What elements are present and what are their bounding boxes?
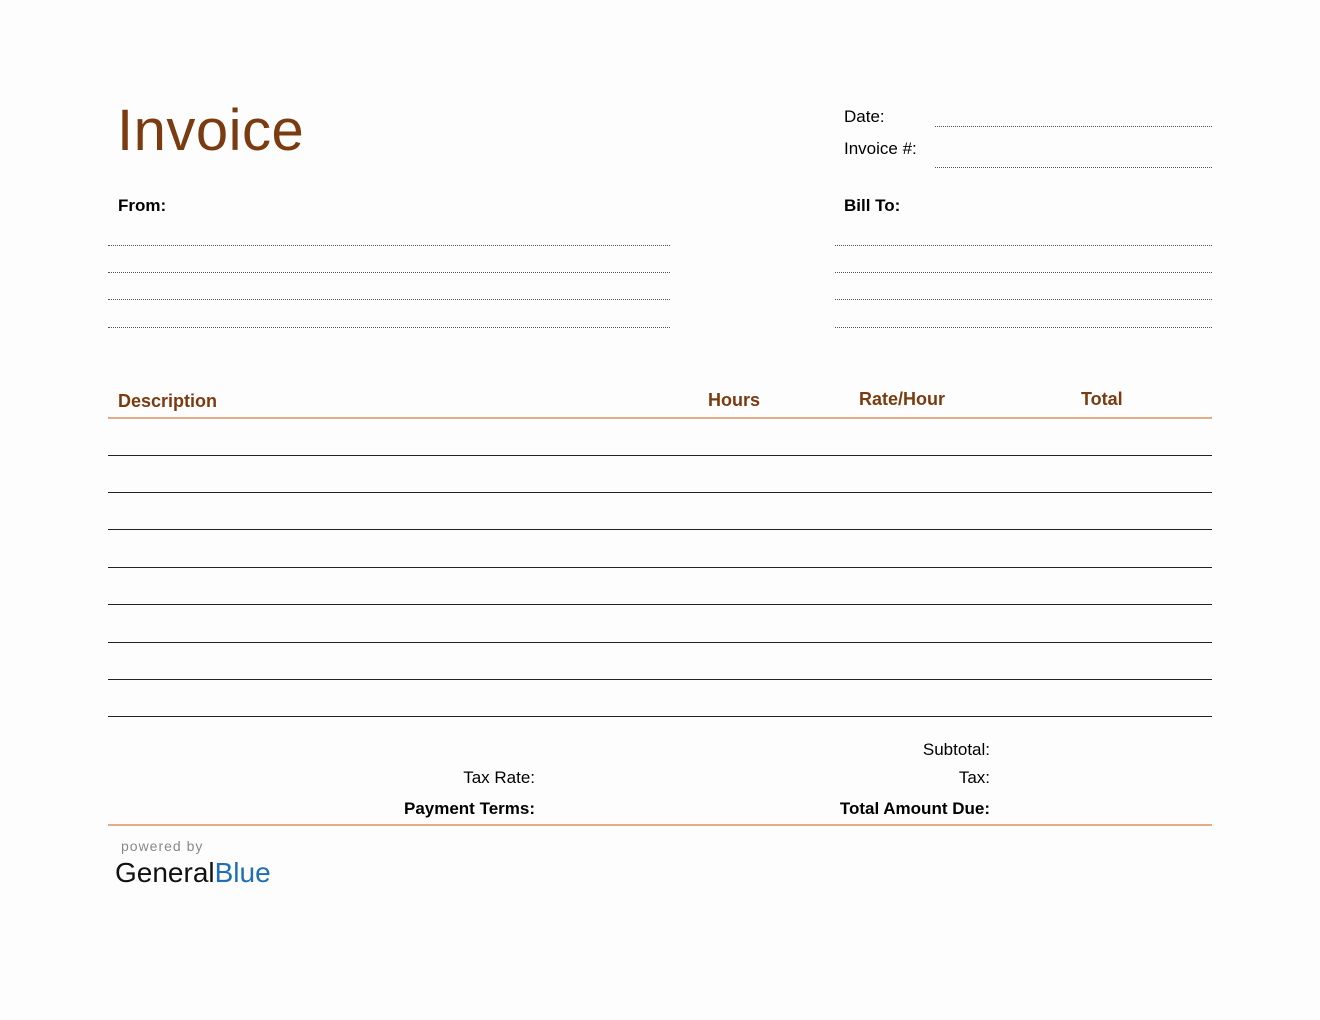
generalblue-logo bbox=[115, 856, 271, 890]
from-line[interactable] bbox=[108, 299, 670, 300]
column-header-total: Total bbox=[1081, 389, 1123, 409]
column-header-description: Description bbox=[118, 391, 218, 411]
from-line[interactable] bbox=[108, 327, 670, 328]
table-header-rule bbox=[108, 417, 1212, 419]
table-row[interactable] bbox=[108, 716, 1212, 717]
invoice-number-field[interactable] bbox=[935, 167, 1212, 168]
brand-general: General bbox=[115, 857, 215, 888]
from-line[interactable] bbox=[108, 272, 670, 273]
bill-to-line[interactable] bbox=[835, 272, 1212, 273]
payment-terms-label: Payment Terms: bbox=[403, 799, 535, 818]
summary-rule bbox=[108, 824, 1212, 826]
from-label: From: bbox=[118, 196, 167, 215]
table-row[interactable] bbox=[108, 679, 1212, 680]
column-header-rate: Rate/Hour bbox=[859, 389, 946, 409]
invoice-number-label: Invoice #: bbox=[844, 139, 917, 158]
table-row[interactable] bbox=[108, 492, 1212, 493]
table-row[interactable] bbox=[108, 642, 1212, 643]
bill-to-label: Bill To: bbox=[844, 196, 901, 215]
table-row[interactable] bbox=[108, 529, 1212, 530]
date-field[interactable] bbox=[935, 126, 1212, 127]
tax-rate-label: Tax Rate: bbox=[463, 768, 535, 787]
total-amount-due-label: Total Amount Due: bbox=[839, 799, 990, 818]
column-header-hours: Hours bbox=[708, 390, 761, 410]
invoice-title: Invoice bbox=[117, 98, 305, 163]
from-line[interactable] bbox=[108, 245, 670, 246]
subtotal-label: Subtotal: bbox=[922, 740, 990, 759]
table-row[interactable] bbox=[108, 455, 1212, 456]
date-label: Date: bbox=[844, 107, 885, 126]
bill-to-line[interactable] bbox=[835, 245, 1212, 246]
powered-by-text: powered by bbox=[121, 838, 204, 854]
brand-blue: Blue bbox=[214, 857, 271, 888]
tax-label: Tax: bbox=[958, 768, 990, 787]
bill-to-line[interactable] bbox=[835, 299, 1212, 300]
table-row[interactable] bbox=[108, 604, 1212, 605]
bill-to-line[interactable] bbox=[835, 327, 1212, 328]
table-row[interactable] bbox=[108, 567, 1212, 568]
